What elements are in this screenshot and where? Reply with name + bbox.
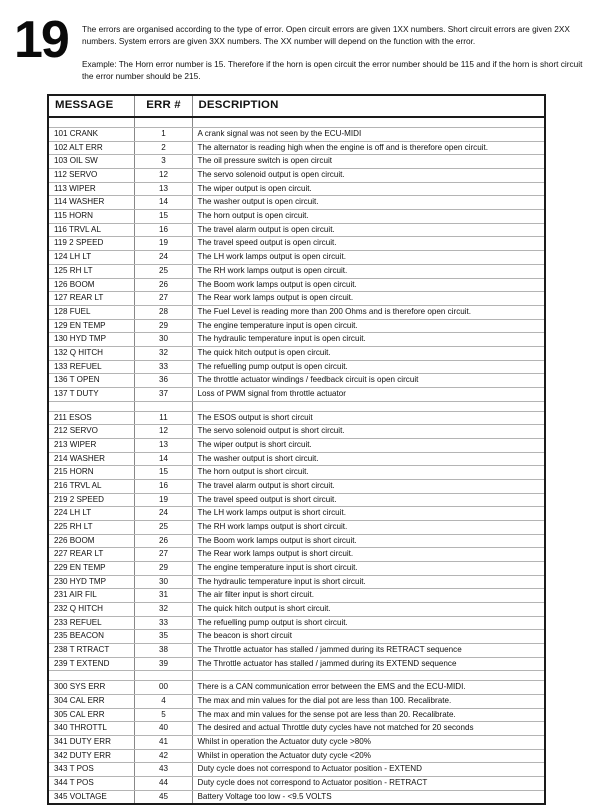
cell-message: 232 Q HITCH [48, 602, 134, 616]
table-row [48, 722, 545, 736]
cell-err-number: 5 [134, 708, 192, 722]
cell-description: The air filter input is short circuit. [192, 589, 545, 603]
cell-err-number: 43 [134, 763, 192, 777]
table-row [48, 763, 545, 777]
cell-description: The Boom work lamps output is short circuit. [192, 534, 545, 548]
cell-message: 341 DUTY ERR [48, 736, 134, 750]
table-header-row [48, 95, 545, 117]
cell-description: The servo solenoid output is open circuit. [192, 169, 545, 183]
cell-err-number: 15 [134, 466, 192, 480]
table-row [48, 694, 545, 708]
table-row [48, 657, 545, 671]
table-spacer-row [48, 117, 545, 128]
table-row [48, 305, 545, 319]
cell-message: 239 T EXTEND [48, 657, 134, 671]
cell-message: 112 SERVO [48, 169, 134, 183]
table-row [48, 790, 545, 804]
table-row [48, 681, 545, 695]
table-row [48, 237, 545, 251]
cell-message: 136 T OPEN [48, 374, 134, 388]
column-header-err-number: ERR # [134, 95, 192, 117]
table-row [48, 425, 545, 439]
cell-message: 116 TRVL AL [48, 223, 134, 237]
table-row [48, 360, 545, 374]
cell-message: 133 REFUEL [48, 360, 134, 374]
cell-err-number: 36 [134, 374, 192, 388]
cell-description: The washer output is short circuit. [192, 452, 545, 466]
cell-err-number: 27 [134, 292, 192, 306]
table-row [48, 575, 545, 589]
intro-text-block [82, 14, 592, 82]
cell-message: 119 2 SPEED [48, 237, 134, 251]
table-row [48, 561, 545, 575]
table-row [48, 589, 545, 603]
cell-err-number: 16 [134, 479, 192, 493]
cell-message: 214 WASHER [48, 452, 134, 466]
cell-description: The travel speed output is open circuit. [192, 237, 545, 251]
table-row [48, 196, 545, 210]
cell-message: 211 ESOS [48, 411, 134, 425]
cell-description: The hydraulic temperature input is short circuit. [192, 575, 545, 589]
cell-description: The quick hitch output is short circuit. [192, 602, 545, 616]
table-row [48, 479, 545, 493]
cell-message: 101 CRANK [48, 128, 134, 142]
cell-description: The travel alarm output is open circuit. [192, 223, 545, 237]
table-row [48, 736, 545, 750]
cell-message: 343 T POS [48, 763, 134, 777]
cell-err-number: 13 [134, 438, 192, 452]
cell-description: The washer output is open circuit. [192, 196, 545, 210]
page-number: 19 [14, 11, 68, 69]
cell-description: The Rear work lamps output is open circuit. [192, 292, 545, 306]
cell-description: The RH work lamps output is short circuit. [192, 520, 545, 534]
table-row [48, 182, 545, 196]
spacer-cell [134, 671, 192, 681]
cell-message: 130 HYD TMP [48, 333, 134, 347]
cell-message: 227 REAR LT [48, 548, 134, 562]
cell-description: The max and min values for the dial pot are less than 100. Recalibrate. [192, 694, 545, 708]
table-row [48, 128, 545, 142]
cell-message: 219 2 SPEED [48, 493, 134, 507]
cell-err-number: 30 [134, 575, 192, 589]
cell-err-number: 15 [134, 210, 192, 224]
cell-message: 233 REFUEL [48, 616, 134, 630]
cell-description: Battery Voltage too low - <9.5 VOLTS [192, 790, 545, 804]
cell-err-number: 44 [134, 777, 192, 791]
page-header [0, 0, 600, 82]
cell-message: 115 HORN [48, 210, 134, 224]
table-row [48, 319, 545, 333]
error-code-table-wrapper [47, 94, 546, 805]
table-body [48, 117, 545, 804]
column-header-message: MESSAGE [48, 95, 134, 117]
cell-err-number: 26 [134, 534, 192, 548]
table-row [48, 602, 545, 616]
spacer-cell [192, 401, 545, 411]
cell-message: 300 SYS ERR [48, 681, 134, 695]
cell-description: The LH work lamps output is short circuit. [192, 507, 545, 521]
cell-err-number: 35 [134, 630, 192, 644]
cell-description: The quick hitch output is open circuit. [192, 346, 545, 360]
cell-message: 225 RH LT [48, 520, 134, 534]
cell-description: Whilst in operation the Actuator duty cycle <20% [192, 749, 545, 763]
cell-err-number: 12 [134, 425, 192, 439]
cell-message: 305 CAL ERR [48, 708, 134, 722]
cell-err-number: 14 [134, 196, 192, 210]
cell-message: 226 BOOM [48, 534, 134, 548]
cell-err-number: 33 [134, 616, 192, 630]
cell-message: 340 THROTTL [48, 722, 134, 736]
table-row [48, 777, 545, 791]
intro-paragraph-2: Example: The Horn error number is 15. Therefore if the horn is open circuit the error number should be 115 and if the horn is short circuit the error number should be 215. [82, 59, 583, 82]
intro-paragraph-1: The errors are organised according to the type of error. Open circuit errors are given 1XX numbers. Short circuit errors are given 2XX numbers. System errors are given 3XX numbers. The XX number will depend on the function with the error. [82, 24, 570, 47]
cell-err-number: 13 [134, 182, 192, 196]
section-spacer-row [48, 671, 545, 681]
cell-message: 216 TRVL AL [48, 479, 134, 493]
cell-description: The RH work lamps output is open circuit. [192, 264, 545, 278]
cell-err-number: 29 [134, 561, 192, 575]
spacer-cell [192, 117, 545, 128]
spacer-cell [48, 401, 134, 411]
cell-err-number: 29 [134, 319, 192, 333]
cell-description: The alternator is reading high when the engine is off and is therefore open circuit. [192, 141, 545, 155]
table-row [48, 630, 545, 644]
cell-description: The horn output is open circuit. [192, 210, 545, 224]
cell-description: The Fuel Level is reading more than 200 Ohms and is therefore open circuit. [192, 305, 545, 319]
cell-message: 114 WASHER [48, 196, 134, 210]
cell-description: Whilst in operation the Actuator duty cycle >80% [192, 736, 545, 750]
table-row [48, 141, 545, 155]
cell-err-number: 2 [134, 141, 192, 155]
table-row [48, 223, 545, 237]
cell-message: 212 SERVO [48, 425, 134, 439]
cell-err-number: 38 [134, 643, 192, 657]
cell-err-number: 16 [134, 223, 192, 237]
cell-message: 235 BEACON [48, 630, 134, 644]
cell-message: 124 LH LT [48, 251, 134, 265]
table-row [48, 411, 545, 425]
cell-err-number: 31 [134, 589, 192, 603]
table-row [48, 210, 545, 224]
cell-description: The refuelling pump output is open circuit. [192, 360, 545, 374]
cell-message: 224 LH LT [48, 507, 134, 521]
table-row [48, 333, 545, 347]
table-row [48, 520, 545, 534]
cell-err-number: 32 [134, 346, 192, 360]
cell-err-number: 45 [134, 790, 192, 804]
error-code-table [47, 94, 546, 805]
cell-err-number: 41 [134, 736, 192, 750]
table-row [48, 169, 545, 183]
spacer-cell [48, 671, 134, 681]
table-row [48, 466, 545, 480]
cell-description: The beacon is short circuit [192, 630, 545, 644]
cell-message: 344 T POS [48, 777, 134, 791]
table-row [48, 548, 545, 562]
cell-message: 342 DUTY ERR [48, 749, 134, 763]
table-row [48, 493, 545, 507]
cell-description: The hydraulic temperature input is open circuit. [192, 333, 545, 347]
cell-description: The horn output is short circuit. [192, 466, 545, 480]
table-row [48, 278, 545, 292]
cell-err-number: 12 [134, 169, 192, 183]
cell-err-number: 11 [134, 411, 192, 425]
spacer-cell [134, 117, 192, 128]
table-row [48, 452, 545, 466]
cell-message: 128 FUEL [48, 305, 134, 319]
cell-err-number: 26 [134, 278, 192, 292]
cell-message: 229 EN TEMP [48, 561, 134, 575]
cell-description: The Boom work lamps output is open circuit. [192, 278, 545, 292]
section-spacer-row [48, 401, 545, 411]
cell-message: 102 ALT ERR [48, 141, 134, 155]
cell-err-number: 30 [134, 333, 192, 347]
cell-description: The throttle actuator windings / feedback circuit is open circuit [192, 374, 545, 388]
cell-message: 129 EN TEMP [48, 319, 134, 333]
table-row [48, 264, 545, 278]
cell-message: 137 T DUTY [48, 387, 134, 401]
cell-description: The Throttle actuator has stalled / jammed during its RETRACT sequence [192, 643, 545, 657]
cell-description: The engine temperature input is open circuit. [192, 319, 545, 333]
cell-message: 125 RH LT [48, 264, 134, 278]
cell-description: The servo solenoid output is short circuit. [192, 425, 545, 439]
cell-message: 127 REAR LT [48, 292, 134, 306]
cell-message: 231 AIR FIL [48, 589, 134, 603]
cell-description: A crank signal was not seen by the ECU-MIDI [192, 128, 545, 142]
cell-err-number: 3 [134, 155, 192, 169]
cell-err-number: 19 [134, 493, 192, 507]
cell-err-number: 27 [134, 548, 192, 562]
table-row [48, 438, 545, 452]
cell-message: 304 CAL ERR [48, 694, 134, 708]
cell-description: The wiper output is short circuit. [192, 438, 545, 452]
cell-description: There is a CAN communication error between the EMS and the ECU-MIDI. [192, 681, 545, 695]
cell-err-number: 24 [134, 251, 192, 265]
spacer-cell [192, 671, 545, 681]
cell-err-number: 39 [134, 657, 192, 671]
cell-message: 238 T RTRACT [48, 643, 134, 657]
cell-message: 113 WIPER [48, 182, 134, 196]
cell-message: 103 OIL SW [48, 155, 134, 169]
cell-err-number: 33 [134, 360, 192, 374]
cell-err-number: 00 [134, 681, 192, 695]
table-row [48, 749, 545, 763]
cell-description: The LH work lamps output is open circuit. [192, 251, 545, 265]
cell-message: 213 WIPER [48, 438, 134, 452]
cell-message: 126 BOOM [48, 278, 134, 292]
column-header-description: DESCRIPTION [192, 95, 545, 117]
cell-message: 345 VOLTAGE [48, 790, 134, 804]
cell-err-number: 37 [134, 387, 192, 401]
cell-description: The engine temperature input is short circuit. [192, 561, 545, 575]
cell-err-number: 1 [134, 128, 192, 142]
cell-description: The ESOS output is short circuit [192, 411, 545, 425]
table-row [48, 251, 545, 265]
table-row [48, 374, 545, 388]
cell-err-number: 14 [134, 452, 192, 466]
table-row [48, 155, 545, 169]
cell-err-number: 28 [134, 305, 192, 319]
cell-message: 132 Q HITCH [48, 346, 134, 360]
cell-description: The desired and actual Throttle duty cycles have not matched for 20 seconds [192, 722, 545, 736]
cell-description: Duty cycle does not correspond to Actuator position - EXTEND [192, 763, 545, 777]
cell-message: 230 HYD TMP [48, 575, 134, 589]
cell-description: The Rear work lamps output is short circuit. [192, 548, 545, 562]
cell-err-number: 42 [134, 749, 192, 763]
table-row [48, 616, 545, 630]
table-header [48, 95, 545, 117]
cell-description: The wiper output is open circuit. [192, 182, 545, 196]
cell-description: The max and min values for the sense pot are less than 20. Recalibrate. [192, 708, 545, 722]
table-row [48, 643, 545, 657]
cell-err-number: 40 [134, 722, 192, 736]
table-row [48, 346, 545, 360]
table-row [48, 708, 545, 722]
spacer-cell [134, 401, 192, 411]
table-row [48, 507, 545, 521]
spacer-cell [48, 117, 134, 128]
cell-description: Loss of PWM signal from throttle actuator [192, 387, 545, 401]
cell-description: The travel alarm output is short circuit. [192, 479, 545, 493]
cell-description: The refuelling pump output is short circuit. [192, 616, 545, 630]
cell-message: 215 HORN [48, 466, 134, 480]
cell-description: The travel speed output is short circuit. [192, 493, 545, 507]
cell-description: The oil pressure switch is open circuit [192, 155, 545, 169]
table-row [48, 387, 545, 401]
table-row [48, 292, 545, 306]
cell-err-number: 32 [134, 602, 192, 616]
cell-description: Duty cycle does not correspond to Actuator position - RETRACT [192, 777, 545, 791]
cell-err-number: 25 [134, 264, 192, 278]
cell-err-number: 4 [134, 694, 192, 708]
cell-err-number: 24 [134, 507, 192, 521]
table-row [48, 534, 545, 548]
cell-description: The Throttle actuator has stalled / jammed during its EXTEND sequence [192, 657, 545, 671]
cell-err-number: 25 [134, 520, 192, 534]
cell-err-number: 19 [134, 237, 192, 251]
